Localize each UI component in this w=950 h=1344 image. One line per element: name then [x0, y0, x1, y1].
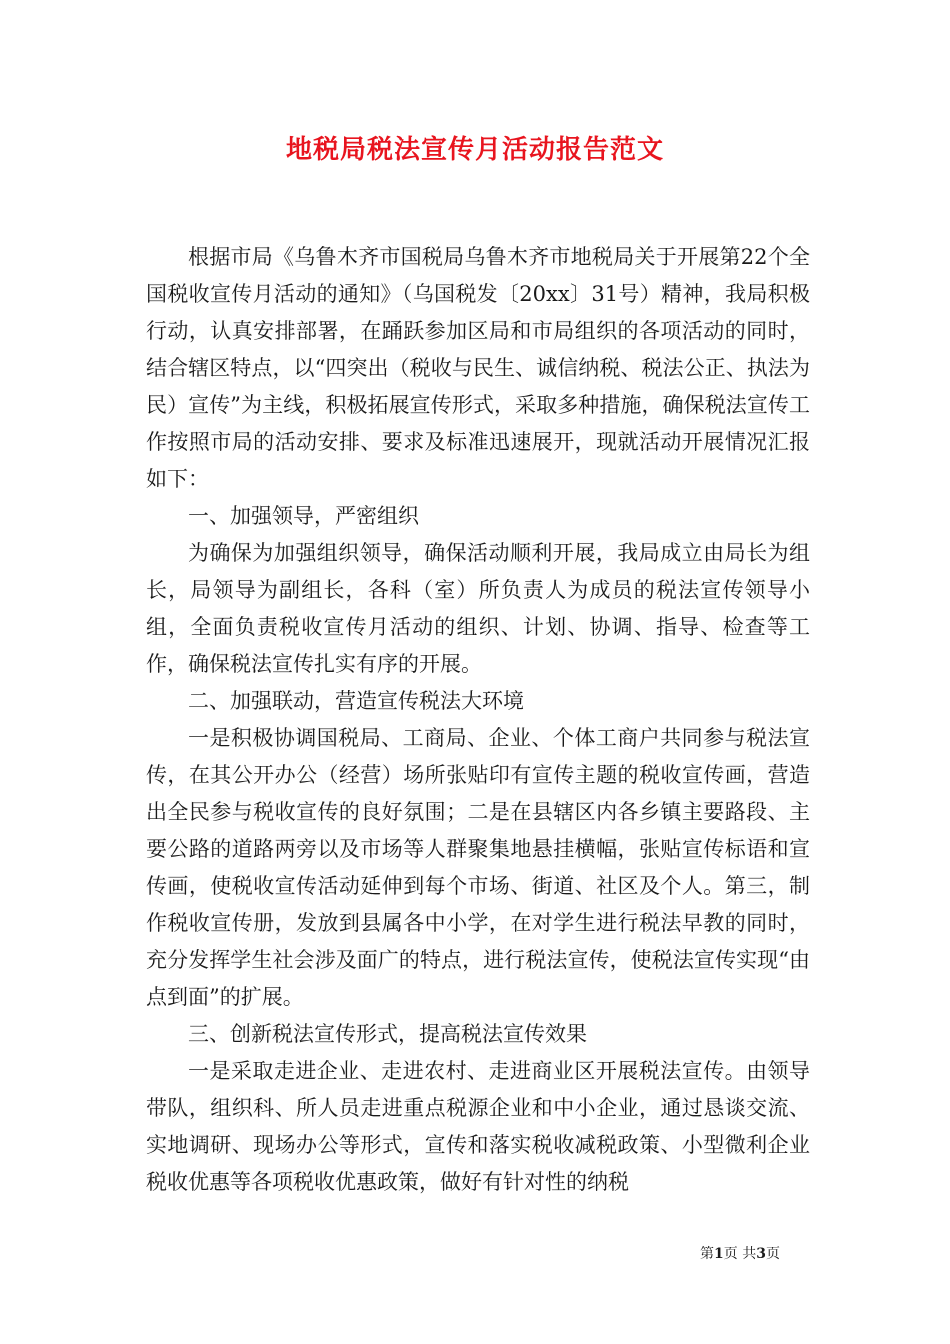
page-number-footer: [700, 1243, 820, 1263]
paragraph-section-1: 为确保为加强组织领导，确保活动顺利开展，我局成立由局长为组长，局领导为副组长，各科（室）所负责人为成员的税法宣传领导小组，全面负责税收宣传月活动的组织、计划、协调、指导、检查等工作，确保税法宣传扎实有序的开展。: [146, 541, 810, 676]
paragraph-intro: 根据市局《乌鲁木齐市国税局乌鲁木齐市地税局关于开展第22个全国税收宣传月活动的通知》（乌国税发〔20xx〕31号）精神，我局积极行动，认真安排部署，在踊跃参加区局和市局组织的各项活动的同时，结合辖区特点，以“四突出（税收与民生、诚信纳税、税法公正、执法为民）宣传”为主线，积极拓展宣传形式，采取多种措施，确保税法宣传工作按照市局的活动安排、要求及标准迅速展开，现就活动开展情况汇报如下：: [146, 245, 810, 491]
footer-prefix: 第: [700, 1246, 714, 1262]
footer-page-number: 1: [714, 1246, 724, 1262]
document-title: 地税局税法宣传月活动报告范文: [285, 135, 664, 165]
document-body: [146, 239, 810, 1201]
section-heading-1: 一、加强领导，严密组织: [188, 504, 419, 528]
paragraph-section-3: 一是采取走进企业、走进农村、走进商业区开展税法宣传。由领导带队，组织科、所人员走进重点税源企业和中小企业，通过恳谈交流、实地调研、现场办公等形式，宣传和落实税收减税政策、小型微利企业税收优惠等各项税收优惠政策，做好有针对性的纳税: [146, 1059, 810, 1194]
section-heading-3: 三、创新税法宣传形式，提高税法宣传效果: [188, 1022, 587, 1046]
footer-suffix: 页: [765, 1246, 780, 1262]
footer-middle: 页 共: [723, 1246, 757, 1262]
paragraph-section-2: 一是积极协调国税局、工商局、企业、个体工商户共同参与税法宣传，在其公开办公（经营）场所张贴印有宣传主题的税收宣传画，营造出全民参与税收宣传的良好氛围；二是在县辖区内各乡镇主要路段、主要公路的道路两旁以及市场等人群聚集地悬挂横幅，张贴宣传标语和宣传画，使税收宣传活动延伸到每个市场、街道、社区及个人。第三，制作税收宣传册，发放到县属各中小学，在对学生进行税法早教的同时，充分发挥学生社会涉及面广的特点，进行税法宣传，使税法宣传实现“由点到面”的扩展。: [146, 726, 810, 1009]
footer-total-pages: 3: [756, 1246, 766, 1262]
section-heading-2: 二、加强联动，营造宣传税法大环境: [188, 689, 524, 713]
